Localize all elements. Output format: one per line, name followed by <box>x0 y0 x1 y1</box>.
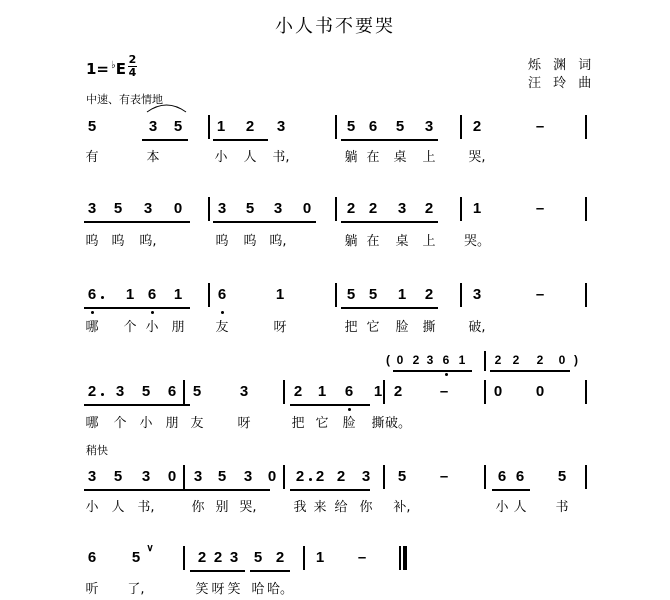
note: – <box>439 383 449 400</box>
note: 0 <box>535 383 545 400</box>
meter-top: 2 <box>128 53 137 66</box>
lyric-syllable: 哪 <box>85 416 99 431</box>
note: 3 <box>276 118 286 135</box>
note: 2 <box>424 286 434 303</box>
lyric-syllable: 你 <box>359 500 373 515</box>
lyric-syllable: 小 <box>495 500 509 515</box>
lyric-syllable: 小 <box>85 500 99 515</box>
key-tonic: E <box>115 60 126 78</box>
note: 6 <box>167 383 177 400</box>
lyric-syllable: 呜 <box>215 234 229 249</box>
note: 5 <box>113 200 123 217</box>
lyric-syllable: 呜 <box>243 234 257 249</box>
lyric-syllable: 呀 <box>237 416 251 431</box>
lyric-syllable: 呜 <box>85 234 99 249</box>
note: 2 <box>336 468 346 485</box>
note: 2 <box>213 549 223 566</box>
note: 2 <box>197 549 207 566</box>
prelude-note: 2 <box>512 353 520 367</box>
note: 3 <box>397 200 407 217</box>
note: 6 <box>87 286 97 303</box>
lyric-syllable: 呀 <box>273 320 287 335</box>
lyric-syllable: 本 <box>146 150 160 165</box>
note: 3 <box>217 200 227 217</box>
note: 2 <box>275 549 285 566</box>
note: 1 <box>315 549 325 566</box>
lyricist-credit: 烁 渊 词 <box>528 58 596 73</box>
lyric-syllable: 我 <box>293 500 307 515</box>
key-flat: ♭ <box>111 60 116 71</box>
lyric-syllable: 哈。 <box>266 582 294 597</box>
note: 5 <box>87 118 97 135</box>
note: 3 <box>273 200 283 217</box>
lyric-syllable: 你 <box>191 500 205 515</box>
prelude-note: 3 <box>426 353 434 367</box>
note: 3 <box>148 118 158 135</box>
note: 5 <box>346 118 356 135</box>
note: 1 <box>125 286 135 303</box>
lyric-syllable: 书, <box>272 150 290 165</box>
note: 0 <box>167 468 177 485</box>
note: 3 <box>143 200 153 217</box>
lyric-syllable: 补, <box>393 500 411 515</box>
lyric-syllable: 友 <box>190 416 204 431</box>
lyric-syllable: 来 <box>313 500 327 515</box>
prelude-note: 0 <box>396 353 404 367</box>
note: 3 <box>361 468 371 485</box>
note: 6 <box>217 286 227 303</box>
note: 1 <box>317 383 327 400</box>
lyric-syllable: 破。 <box>384 416 412 431</box>
note: 5 <box>173 118 183 135</box>
note: 2 <box>315 468 325 485</box>
note: 3 <box>229 549 239 566</box>
slur-arc <box>147 105 186 112</box>
lyric-syllable: 人 <box>513 500 527 515</box>
note: 5 <box>395 118 405 135</box>
lyric-syllable: 书 <box>555 500 569 515</box>
note: – <box>357 549 367 566</box>
note: 2 <box>346 200 356 217</box>
lyric-syllable: 上 <box>422 234 436 249</box>
note: 0 <box>173 200 183 217</box>
lyric-syllable: 人 <box>243 150 257 165</box>
note: 5 <box>192 383 202 400</box>
lyric-syllable: 哪 <box>85 320 99 335</box>
lyric-syllable: 破, <box>468 320 486 335</box>
lyric-syllable: 了, <box>127 582 145 597</box>
note: 1 <box>373 383 383 400</box>
note: – <box>535 286 545 303</box>
lyric-syllable: 在 <box>366 150 380 165</box>
tempo-marking: 中速、有表情地 <box>86 93 163 106</box>
lyric-syllable: 小 <box>139 416 153 431</box>
prelude-note: 1 <box>458 353 466 367</box>
lyric-syllable: 个 <box>113 416 127 431</box>
lyric-syllable: 小 <box>145 320 159 335</box>
note: 1 <box>472 200 482 217</box>
note: – <box>535 200 545 217</box>
note: 3 <box>193 468 203 485</box>
lyric-syllable: 个 <box>123 320 137 335</box>
lyric-syllable: 脸 <box>395 320 409 335</box>
note: 3 <box>239 383 249 400</box>
lyric-syllable: 呜, <box>139 234 157 249</box>
lyric-syllable: 哭, <box>468 150 486 165</box>
lyric-syllable: 朋 <box>165 416 179 431</box>
lyric-syllable: 哭, <box>239 500 257 515</box>
lyric-syllable: 书, <box>137 500 155 515</box>
note: 5 <box>113 468 123 485</box>
lyric-syllable: 呜, <box>269 234 287 249</box>
note: 3 <box>243 468 253 485</box>
prelude-note: 6 <box>442 353 450 367</box>
note: 3 <box>472 286 482 303</box>
note: 1 <box>275 286 285 303</box>
note: 2 <box>472 118 482 135</box>
note: 5 <box>368 286 378 303</box>
prelude-note: 2 <box>412 353 420 367</box>
note: 6 <box>147 286 157 303</box>
song-title: 小人书不要哭 <box>275 16 395 37</box>
prelude-note: 2 <box>536 353 544 367</box>
lyric-syllable: 呀 <box>211 582 225 597</box>
note: 6 <box>515 468 525 485</box>
lyric-syllable: 躺 <box>344 150 358 165</box>
lyric-syllable: 躺 <box>344 234 358 249</box>
note: 5 <box>346 286 356 303</box>
note: 1 <box>216 118 226 135</box>
lyric-syllable: 把 <box>291 416 305 431</box>
note: 3 <box>87 468 97 485</box>
key-prefix: 1= <box>86 60 110 78</box>
prelude-note: 2 <box>494 353 502 367</box>
lyric-syllable: 上 <box>422 150 436 165</box>
note: 1 <box>397 286 407 303</box>
note: 5 <box>141 383 151 400</box>
meter-bottom: 4 <box>128 66 137 79</box>
note: 5 <box>217 468 227 485</box>
lyric-syllable: 笑 <box>227 582 241 597</box>
breath-mark: ∨ <box>146 543 154 554</box>
lyric-syllable: 友 <box>215 320 229 335</box>
lyric-syllable: 撕 <box>371 416 385 431</box>
note: – <box>535 118 545 135</box>
note: 5 <box>397 468 407 485</box>
lyric-syllable: 呜 <box>111 234 125 249</box>
lyric-syllable: 哈 <box>251 582 265 597</box>
lyric-syllable: 在 <box>366 234 380 249</box>
note: 2 <box>87 383 97 400</box>
prelude-note: ) <box>574 353 578 367</box>
lyric-syllable: 朋 <box>171 320 185 335</box>
lyric-syllable: 哭。 <box>463 234 491 249</box>
note: 3 <box>87 200 97 217</box>
note: – <box>439 468 449 485</box>
note: 2 <box>245 118 255 135</box>
note: 6 <box>344 383 354 400</box>
tempo-marking: 稍快 <box>86 444 108 457</box>
note: 3 <box>424 118 434 135</box>
note: 6 <box>497 468 507 485</box>
note: 2 <box>368 200 378 217</box>
lyric-syllable: 给 <box>334 500 348 515</box>
note: 0 <box>267 468 277 485</box>
lyric-syllable: 别 <box>215 500 229 515</box>
lyric-syllable: 小 <box>214 150 228 165</box>
lyric-syllable: 桌 <box>395 234 409 249</box>
lyric-syllable: 它 <box>315 416 329 431</box>
lyric-syllable: 有 <box>85 150 99 165</box>
lyric-syllable: 桌 <box>393 150 407 165</box>
prelude-note: ( <box>386 353 390 367</box>
note: 5 <box>253 549 263 566</box>
note: 3 <box>141 468 151 485</box>
lyric-syllable: 它 <box>366 320 380 335</box>
lyric-syllable: 人 <box>111 500 125 515</box>
note: 0 <box>302 200 312 217</box>
lyric-syllable: 撕 <box>422 320 436 335</box>
note: 0 <box>493 383 503 400</box>
note: 6 <box>87 549 97 566</box>
lyric-syllable: 脸 <box>342 416 356 431</box>
composer-credit: 汪 玲 曲 <box>528 76 596 91</box>
note: 3 <box>115 383 125 400</box>
note: 5 <box>557 468 567 485</box>
note: 2 <box>393 383 403 400</box>
note: 5 <box>131 549 141 566</box>
note: 1 <box>173 286 183 303</box>
note: 2 <box>293 383 303 400</box>
note: 2 <box>295 468 305 485</box>
lyric-syllable: 听 <box>85 582 99 597</box>
prelude-note: 0 <box>558 353 566 367</box>
lyric-syllable: 把 <box>344 320 358 335</box>
note: 5 <box>245 200 255 217</box>
note: 6 <box>368 118 378 135</box>
lyric-syllable: 笑 <box>195 582 209 597</box>
note: 2 <box>424 200 434 217</box>
